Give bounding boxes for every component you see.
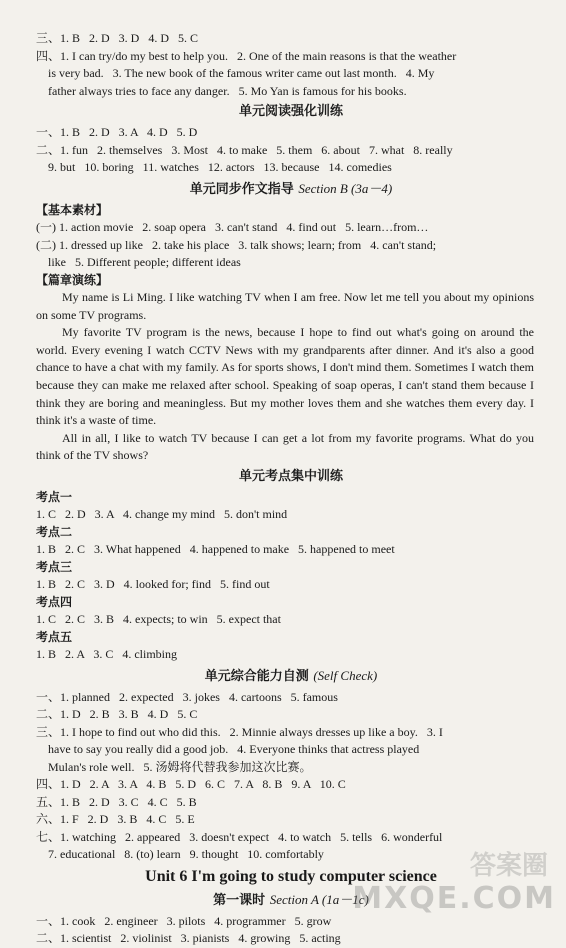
answer-line: 四、1. I can try/do my best to help you. 2. One of the main reasons is that the weather xyxy=(36,48,457,63)
subsection-label: 考点四 xyxy=(36,594,73,609)
answer-line: 一、1. planned 2. expected 3. jokes 4. cartoons 5. famous xyxy=(36,689,338,704)
subsection-label: 考点五 xyxy=(36,629,73,644)
subsection-label: 考点二 xyxy=(36,524,73,539)
answer-line: 二、1. D 2. B 3. B 4. D 5. C xyxy=(36,707,198,722)
answer-line: Mulan's role well. 5. 汤姆将代替我参加这次比赛。 xyxy=(36,759,312,774)
answer-line: 1. C 2. D 3. A 4. change my mind 5. don't mind xyxy=(36,507,288,522)
essay-paragraph: All in all, I like to watch TV because I can get a lot from my favorite programs. What do you think of the TV shows? xyxy=(36,430,534,463)
answer-line: 1. B 2. C 3. What happened 4. happened to make 5. happened to meet xyxy=(36,542,395,557)
section-subtitle: Section B (3a－4) xyxy=(298,180,393,196)
answer-line: 三、1. B 2. D 3. D 4. D 5. C xyxy=(36,31,199,45)
answer-line: 六、1. F 2. D 3. B 4. C 5. E xyxy=(36,812,195,827)
answer-line: 七、1. watching 2. appeared 3. doesn't expect 4. to watch 5. tells 6. wonderful xyxy=(36,829,443,844)
subsection-label: 【基本素材】 xyxy=(36,202,109,217)
answer-line: 1. B 2. C 3. D 4. looked for; find 5. find out xyxy=(36,577,270,592)
unit-title: Unit 6 I'm going to study computer science xyxy=(145,867,437,885)
answer-line: 二、1. fun 2. themselves 3. Most 4. to make 5. them 6. about 7. what 8. really xyxy=(36,142,453,157)
answer-line: 四、1. D 2. A 3. A 4. B 5. D 6. C 7. A 8. B 9. A 10. C xyxy=(36,777,346,792)
answer-line: 1. B 2. A 3. C 4. climbing xyxy=(36,647,178,662)
answer-line: 三、1. I hope to find out who did this. 2. Minnie always dresses up like a boy. 3. I xyxy=(36,724,443,739)
subsection-label: 考点一 xyxy=(36,489,73,504)
answer-line: have to say you really did a good job. 4. Everyone thinks that actress played xyxy=(36,742,420,757)
answer-line: 7. educational 8. (to) learn 9. thought 10. comfortably xyxy=(36,847,324,862)
answer-line: (二) 1. dressed up like 2. take his place 3. talk shows; learn; from 4. can't stand; xyxy=(36,237,437,252)
answer-line: father always tries to face any danger. 5. Mo Yan is famous for his books. xyxy=(36,83,407,98)
watermark: 答案圈 xyxy=(469,851,548,881)
answer-line: 一、1. B 2. D 3. A 4. D 5. D xyxy=(36,125,198,139)
section-heading: 第一课时 Section A (1a－1c) xyxy=(213,891,369,908)
section-subtitle: (Self Check) xyxy=(313,667,378,683)
answer-line: 一、1. cook 2. engineer 3. pilots 4. programmer 5. grow xyxy=(36,913,332,928)
answer-line: 五、1. B 2. D 3. C 4. C 5. B xyxy=(36,794,197,809)
subsection-label: 【篇章演练】 xyxy=(36,272,109,287)
answer-line: 1. C 2. C 3. B 4. expects; to win 5. expect that xyxy=(36,612,281,627)
essay-paragraph: My name is Li Ming. I like watching TV when I am free. Now let me tell you about my opinions on some TV programs. xyxy=(36,290,534,322)
subsection-label: 考点三 xyxy=(36,559,73,574)
watermark-url: MXQE.COM xyxy=(352,881,556,916)
essay-paragraph: My favorite TV program is the news, because I hope to find out what's going on around the world. Every evening I watch CCTV News with my grandparents after dinner. And it's also a good chance to have a chat with my family. As for sports shows, I don't mind them. Sometimes I watch them because they can make me relaxed after school. Speaking of soap operas, I can't stand them because I think they are boring and meaningless. But my mother loves them and she watches them every day. I think it's a waste of time. xyxy=(36,325,534,428)
section-heading: 单元阅读强化训练 xyxy=(238,104,343,119)
section-heading: 单元同步作文指导 Section B (3a－4) xyxy=(189,180,393,197)
section-heading: 单元综合能力自测 (Self Check) xyxy=(204,667,378,684)
section-subtitle: Section A (1a－1c) xyxy=(269,891,369,907)
answer-line: (一) 1. action movie 2. soap opera 3. can't stand 4. find out 5. learn…from… xyxy=(36,220,429,234)
answer-line: 9. but 10. boring 11. watches 12. actors 13. because 14. comedies xyxy=(36,160,392,174)
answer-line: 二、1. scientist 2. violinist 3. pianists 4. growing 5. acting xyxy=(36,931,341,946)
answer-line: is very bad. 3. The new book of the famous writer came out last month. 4. My xyxy=(36,66,435,80)
section-heading: 单元考点集中训练 xyxy=(238,468,343,484)
answer-line: like 5. Different people; different ideas xyxy=(36,255,241,269)
